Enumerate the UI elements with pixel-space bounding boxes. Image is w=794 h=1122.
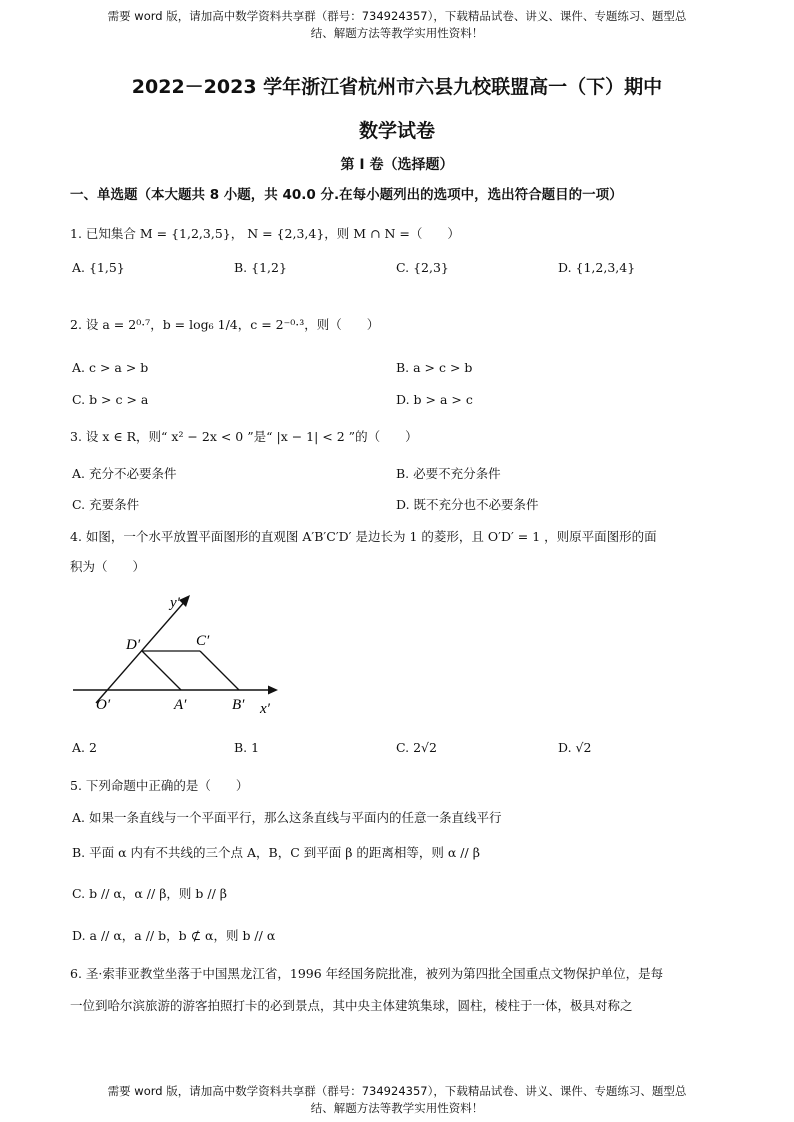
exam-title: 2022－2023 学年浙江省杭州市六县九校联盟高一（下）期中 <box>131 76 663 98</box>
q5-option-c: C. b // α，α // β，则 b // β <box>72 886 227 901</box>
q5-option-a: A. 如果一条直线与一个平面平行，那么这条直线与平面内的任意一条直线平行 <box>72 810 502 825</box>
question-5-stem: 5. 下列命题中正确的是（ ） <box>70 778 249 793</box>
label-y-prime: y′ <box>170 595 180 611</box>
question-3-stem: 3. 设 x ∈ R，则“ x² − 2x < 0 ”是“ |x − 1| < 2 ”的（ ） <box>70 429 418 444</box>
q4-option-d: D. √2 <box>558 740 592 755</box>
label-c-prime: C′ <box>196 633 210 649</box>
q4-option-c: C. 2√2 <box>396 740 437 755</box>
q5-option-d: D. a // α，a // b，b ⊄ α，则 b // α <box>72 928 276 943</box>
label-b-prime: B′ <box>232 697 245 713</box>
x-axis-arrow <box>268 686 278 695</box>
q3-option-c: C. 充要条件 <box>72 497 140 512</box>
question-1-stem: 1. 已知集合 M = {1,2,3,5}， N = {2,3,4}，则 M ∩ N =（ ） <box>70 226 460 241</box>
q1-option-a: A. {1,5} <box>72 260 125 275</box>
edge-da <box>142 651 181 690</box>
q4-option-b: B. 1 <box>234 740 260 755</box>
top-banner-line2: 结、解题方法等教学实用性资料！ <box>310 26 484 40</box>
q3-option-b: B. 必要不充分条件 <box>396 466 501 481</box>
question-4-stem-line2: 积为（ ） <box>70 559 146 574</box>
q3-option-a: A. 充分不必要条件 <box>72 466 177 481</box>
bottom-banner-line1: 需要 word 版，请加高中数学资料共享群（群号：734924357），下载精品试卷、讲义、课件、专题练习、题型总 <box>107 1084 687 1098</box>
question-6-stem-line1: 6. 圣·索菲亚教堂坐落于中国黑龙江省，1996 年经国务院批准，被列为第四批全国重点文物保护单位，是每 <box>70 966 664 981</box>
q1-option-c: C. {2,3} <box>396 260 449 275</box>
label-d-prime: D′ <box>126 637 141 653</box>
q2-option-c: C. b > c > a <box>72 392 149 407</box>
q4-option-a: A. 2 <box>72 740 97 755</box>
bottom-banner-line2: 结、解题方法等教学实用性资料！ <box>310 1101 484 1115</box>
edge-cb <box>200 651 239 690</box>
part-title: 第 I 卷（选择题） <box>340 157 454 173</box>
question-2-stem: 2. 设 a = 2⁰·⁷，b = log₆ 1/4，c = 2⁻⁰·³，则（ ） <box>70 317 380 332</box>
section-heading: 一、单选题（本大题共 8 小题，共 40.0 分.在每小题列出的选项中，选出符合题目的一项） <box>70 187 623 203</box>
label-a-prime: A′ <box>174 697 187 713</box>
question-4-figure <box>68 585 308 720</box>
q2-option-d: D. b > a > c <box>396 392 473 407</box>
top-banner-line1: 需要 word 版，请加高中数学资料共享群（群号：734924357），下载精品试卷、讲义、课件、专题练习、题型总 <box>107 9 687 23</box>
exam-subtitle: 数学试卷 <box>358 120 435 142</box>
label-x-prime: x′ <box>260 701 270 717</box>
q2-option-a: A. c > a > b <box>72 360 149 375</box>
q5-option-b: B. 平面 α 内有不共线的三个点 A，B，C 到平面 β 的距离相等，则 α // β <box>72 845 480 860</box>
q2-option-b: B. a > c > b <box>396 360 473 375</box>
q3-option-d: D. 既不充分也不必要条件 <box>396 497 539 512</box>
question-6-stem-line2: 一位到哈尔滨旅游的游客拍照打卡的必到景点，其中央主体建筑集球，圆柱，棱柱于一体，极具对称之 <box>70 998 633 1013</box>
label-o-prime: O′ <box>96 697 111 713</box>
q1-option-d: D. {1,2,3,4} <box>558 260 636 275</box>
q1-option-b: B. {1,2} <box>234 260 287 275</box>
question-4-stem-line1: 4. 如图，一个水平放置平面图形的直观图 A′B′C′D′ 是边长为 1 的菱形，且 O′D′ = 1 ，则原平面图形的面 <box>70 529 657 544</box>
